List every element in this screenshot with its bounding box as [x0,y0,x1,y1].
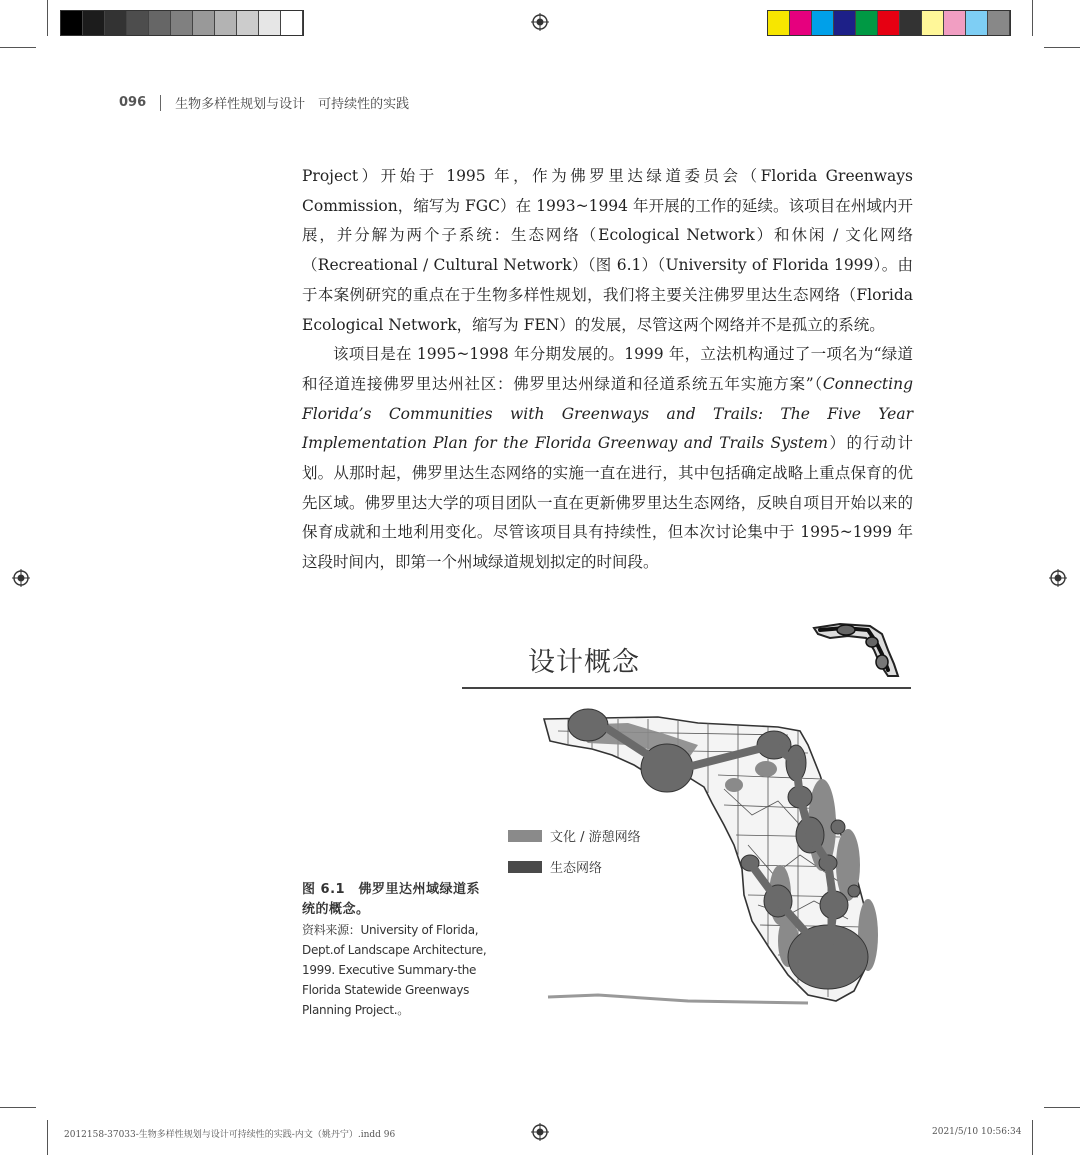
legend-item-ecological [508,857,602,876]
footer-timestamp: 2021/5/10 10:56:34 [932,1127,1022,1137]
color-swatch [105,11,127,35]
color-swatch [878,11,900,35]
crop-mark [1044,47,1080,48]
paragraph-text: 该项目是在 1995~1998 年分期发展的。1999 年，立法机构通过了一项名为“绿道和径道连接佛罗里达州社区：佛罗里达州绿道和径道系统五年实施方案”（ [302,345,913,393]
color-swatch [790,11,812,35]
paragraph: Project）开始于 1995 年，作为佛罗里达绿道委员会（Florida Greenways Commission，缩写为 FGC）在 1993~1994 年开展的工作的延续。该项目在州域内开展，并分解为两个子系统：生态网络（Ecological Network）和休闲 / 文化网络（Recreational / Cultural Network）（图 6.1）（University of Florida 1999）。由于本案例研究的重点在于生物多样性规划，我们将主要关注佛罗里达生态网络（Florida Ecological Network，缩写为 FEN）的发展，尽管这两个网络并不是孤立的系统。 [302,167,913,334]
color-swatch [193,11,215,35]
florida-map-icon [810,620,905,680]
figure-divider [462,687,911,689]
caption-source: 资料来源：University of Florida, Dept.of Landscape Architecture, 1999. Executive Summary-the Florida Statewide Greenways Planning Project.。 [302,923,487,1017]
crop-mark [0,1107,36,1108]
registration-mark-icon [12,569,30,587]
page-number: 096 [119,95,147,110]
color-swatch [922,11,944,35]
crop-mark [1032,1120,1033,1155]
legend-label: 生态网络 [550,861,603,876]
legend-swatch [508,830,542,842]
color-swatch [237,11,259,35]
plan-title-italic: Connecting Florida’s Communities with Greenways and Trails: The Five Year Implementation Plan for the Florida Greenway and Trails System [302,374,913,453]
registration-mark-icon [531,1123,549,1141]
legend-label: 文化 / 游憩网络 [550,830,641,845]
color-swatch [61,11,83,35]
figure-caption [302,880,490,1020]
color-swatch [171,11,193,35]
crop-mark [0,47,36,48]
color-swatch [259,11,281,35]
body-text [302,162,913,578]
crop-mark [47,0,48,36]
color-swatch [944,11,966,35]
color-swatch [83,11,105,35]
color-swatch [149,11,171,35]
color-swatch [812,11,834,35]
color-swatch [856,11,878,35]
crop-mark [1044,1107,1080,1108]
crop-mark [1032,0,1033,36]
color-swatch [834,11,856,35]
color-swatch [988,11,1010,35]
legend-swatch [508,861,542,873]
color-swatch [768,11,790,35]
paragraph [302,340,913,578]
color-swatch [127,11,149,35]
color-swatch [281,11,303,35]
registration-mark-icon [531,13,549,31]
header-divider [160,95,161,111]
registration-mark-icon [1049,569,1067,587]
figure-title: 设计概念 [528,647,640,678]
footer-file-name: 2012158-37033-生物多样性规划与设计可持续性的实践-内文（姚丹宁）.indd 96 [64,1130,396,1140]
color-swatch [215,11,237,35]
crop-mark [47,1120,48,1155]
caption-title: 图 6.1 佛罗里达州域绿道系统的概念。 [302,882,481,917]
running-head [119,93,409,112]
book-title: 生物多样性规划与设计 可持续性的实践 [175,97,410,112]
legend-item-recreational [508,826,641,845]
cmyk-color-bar [767,10,1011,36]
color-swatch [900,11,922,35]
color-swatch [966,11,988,35]
grayscale-color-bar [60,10,304,36]
paragraph-text: ）的行动计划。从那时起，佛罗里达生态网络的实施一直在进行，其中包括确定战略上重点保育的优先区域。佛罗里达大学的项目团队一直在更新佛罗里达生态网络，反映自项目开始以来的保育成就和土地利用变化。尽管该项目具有持续性，但本次讨论集中于 1995~1999 年这段时间内，即第一个州域绿道规划拟定的时间段。 [302,434,913,572]
